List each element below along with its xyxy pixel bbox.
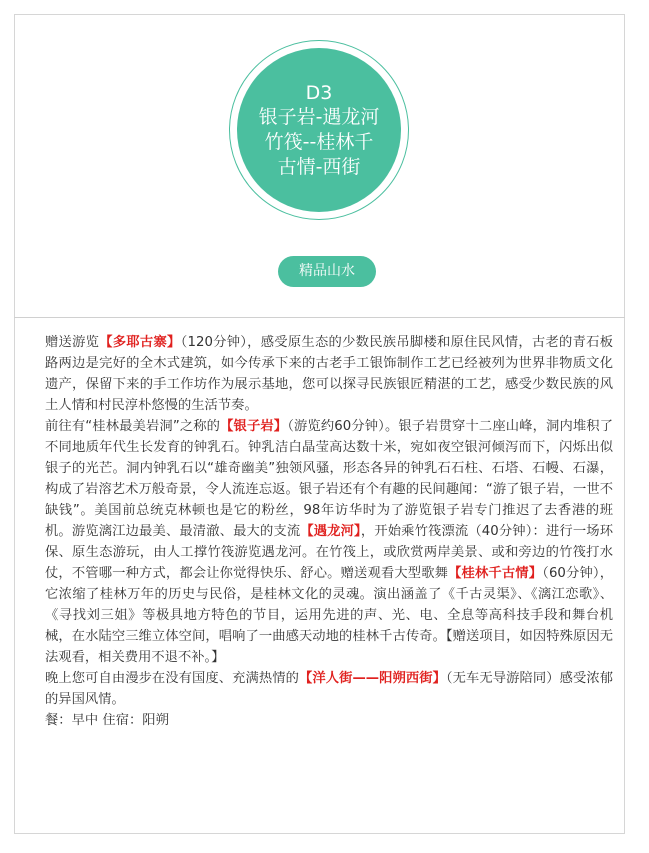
text: 赠送游览 — [45, 335, 100, 350]
day-badge — [237, 48, 401, 212]
highlight-guilin-show: 【桂林千古情】 — [448, 566, 543, 581]
text: 前往有“桂林最美岩洞”之称的 — [45, 419, 221, 434]
meals-lodging: 餐：早中 住宿：阳朔 — [45, 713, 169, 728]
paragraph-yinziyan — [45, 416, 613, 668]
day-number: D3 — [305, 81, 333, 104]
text: （60分钟），它浓缩了桂林万年的历史与民俗，是桂林文化的灵魂。演出涵盖了《千古灵渠》、《漓江恋歌》、《寻找刘三姐》等极具地方特色的节目，运用先进的声、光、电、全息等高科技手段和舞台机械，在水陆空三维立体空间，唱响了一曲感天动地的桂林千古传奇。【赠送项目，如因特殊原因无法观看，相关费用不退不补。】 — [45, 566, 613, 665]
paragraph-duoye — [45, 332, 613, 416]
highlight-west-street: 【洋人街——阳朔西街】 — [298, 671, 446, 686]
text: ，开始乘竹筏漂流（40分钟）：进行一场环保、原生态游玩，由人工撑竹筏游览遇龙河。在竹筏上，或欣赏两岸美景、或和旁边的竹筏打水仗，不管哪一种方式，都会让你觉得快乐、舒心。赠送观看大型歌舞 — [45, 524, 613, 581]
text: 晚上您可自由漫步在没有国度、充满热情的 — [45, 671, 299, 686]
highlight-yulong-river: 【遇龙河】 — [300, 524, 361, 539]
paragraph-west-street — [45, 668, 613, 710]
itinerary-body — [45, 332, 613, 731]
text: （游览约60分钟）。银子岩贯穿十二座山峰，洞内堆积了不同地质年代生长发育的钟乳石。钟乳洁白晶莹高达数十米，宛如夜空银河倾泻而下，闪烁出似银子的光芒。洞内钟乳石以“雄奇幽美”独领风骚，形态各异的钟乳石石柱、石塔、石幔、石瀑，构成了岩溶艺术万般奇景，令人流连忘返。银子岩还有个有趣的民间趣闻：“游了银子岩，一世不缺钱”。美国前总统克林顿也是它的粉丝，98年访华时为了游览银子岩专门推迟了去香港的班机。游览漓江边最美、最清澈、最大的支流 — [45, 419, 614, 539]
text: （无车无导游陪同）感受浓郁的异国风情。 — [45, 671, 614, 707]
category-tag: 精品山水 — [278, 256, 376, 287]
highlight-duoye-village: 【多耶古寨】 — [99, 335, 181, 350]
highlight-yinziyan: 【银子岩】 — [220, 419, 288, 434]
day-title: 银子岩-遇龙河竹筏--桂林千古情-西街 — [258, 105, 380, 178]
text: （120分钟），感受原生态的少数民族吊脚楼和原住民风情，古老的青石板路两边是完好的全木式建筑，如今传承下来的古老手工银饰制作工艺已经被列为世界非物质文化遗产，保留下来的手工作坊作为展示基地，您可以探寻民族银匠精湛的工艺，感受少数民族的风土人情和村民淳朴悠慢的生活节奏。 — [45, 335, 614, 413]
